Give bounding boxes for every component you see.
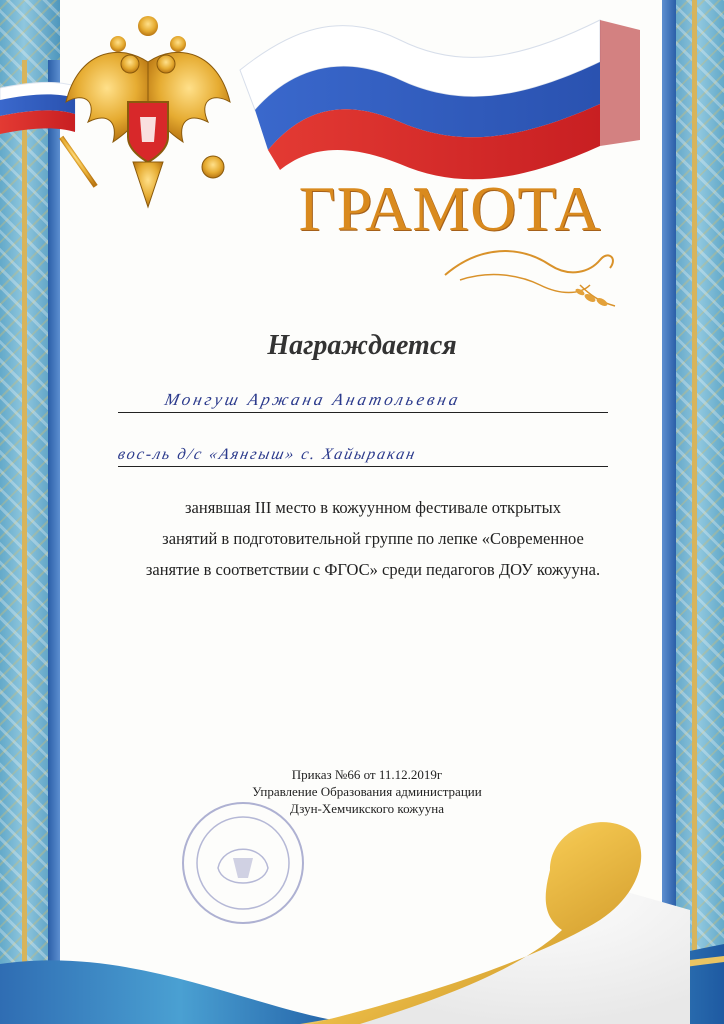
description-line-2: занятий в подготовительной группе по лепке «Современное (162, 529, 584, 548)
award-description (112, 492, 634, 585)
certificate-title: ГРАМОТА (298, 173, 602, 244)
russian-coat-of-arms-icon (58, 12, 238, 212)
recipient-name: Монгуш Аржана Анатольевна (163, 390, 463, 409)
official-stamp-icon (178, 798, 308, 928)
recipient-position: вос-ль д/с «Аянгыш» с. Хайыракан (116, 446, 419, 463)
recipient-name-line (118, 412, 608, 413)
left-gold-stripe (22, 60, 27, 1024)
awarded-heading: Награждается (267, 330, 457, 361)
page-curl-decoration (300, 810, 690, 1024)
organization-line-1: Управление Образования администрации (252, 784, 482, 799)
order-number: Приказ №66 от 11.12.2019г (291, 767, 443, 782)
description-line-1: занявшая III место в кожуунном фестивале открытых (185, 498, 561, 517)
organization-line-2: Дзун-Хемчикского кожууна (290, 801, 444, 816)
description-line-3: занятие в соответствии с ФГОС» среди педагогов ДОУ кожууна. (145, 560, 601, 579)
decorative-flourish (440, 240, 625, 310)
recipient-position-line (118, 466, 608, 467)
